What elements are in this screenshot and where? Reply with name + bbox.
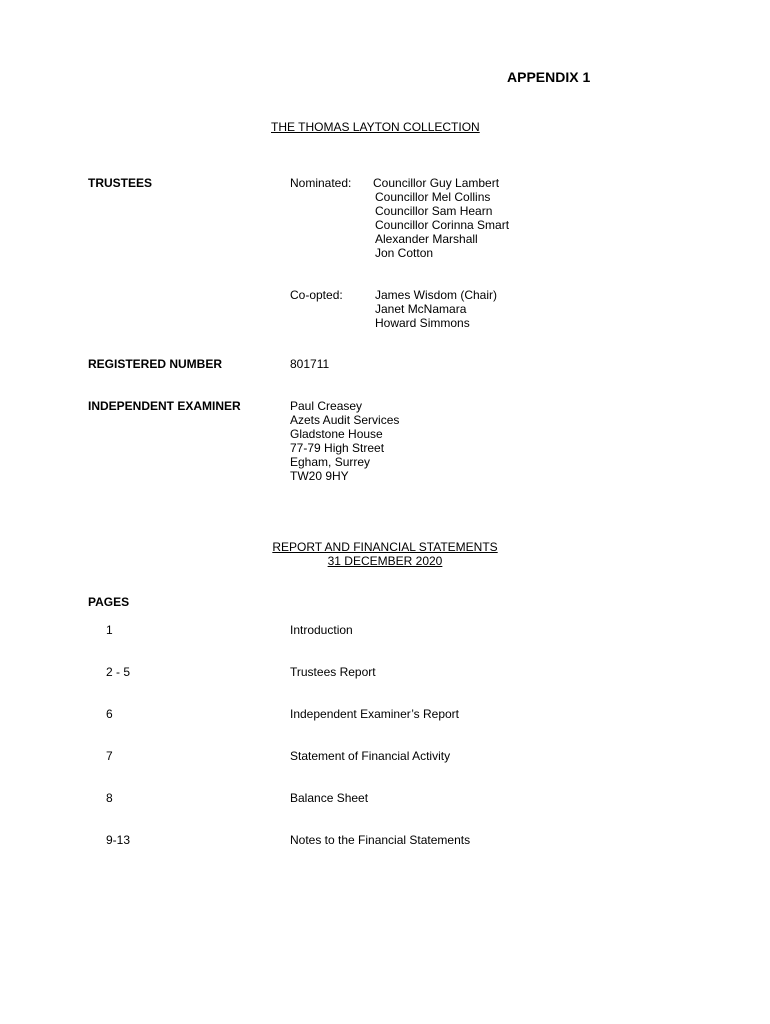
page-number: 6 [106, 707, 113, 721]
page-section: Introduction [290, 623, 353, 637]
registered-number-label: REGISTERED NUMBER [88, 357, 223, 371]
nominated-trustee: Councillor Mel Collins [375, 190, 491, 204]
page-section: Statement of Financial Activity [290, 749, 451, 763]
examiner-line: Azets Audit Services [290, 413, 400, 427]
collection-title: THE THOMAS LAYTON COLLECTION [271, 120, 480, 134]
registered-number-value: 801711 [290, 357, 330, 371]
nominated-trustee: Jon Cotton [375, 246, 434, 260]
examiner-line: TW20 9HY [290, 469, 349, 483]
nominated-trustee: Councillor Guy Lambert [373, 176, 500, 190]
independent-examiner-label: INDEPENDENT EXAMINER [88, 399, 241, 413]
coopted-trustee: James Wisdom (Chair) [375, 288, 498, 302]
report-date: 31 DECEMBER 2020 [327, 554, 443, 568]
coopted-label: Co-opted: [290, 288, 343, 302]
examiner-line: Egham, Surrey [290, 455, 371, 469]
examiner-line: Gladstone House [290, 427, 383, 441]
page-section: Notes to the Financial Statements [290, 833, 471, 847]
trustees-label: TRUSTEES [88, 176, 153, 190]
coopted-trustee: Janet McNamara [375, 302, 467, 316]
coopted-list [375, 288, 497, 330]
examiner-line: 77-79 High Street [290, 441, 385, 455]
examiner-line: Paul Creasey [290, 399, 363, 413]
pages-label: PAGES [88, 595, 130, 609]
nominated-trustee: Alexander Marshall [375, 232, 478, 246]
page-number: 8 [106, 791, 113, 805]
page-section: Independent Examiner’s Report [290, 707, 459, 721]
page-section: Balance Sheet [290, 791, 369, 805]
coopted-trustee: Howard Simmons [375, 316, 470, 330]
nominated-trustee: Councillor Corinna Smart [375, 218, 510, 232]
appendix-heading: APPENDIX 1 [507, 69, 591, 85]
page-section: Trustees Report [290, 665, 376, 679]
page-number: 2 - 5 [106, 665, 131, 679]
page-number: 1 [106, 623, 113, 637]
page-number: 7 [106, 749, 113, 763]
nominated-label: Nominated: [290, 176, 352, 190]
report-title: REPORT AND FINANCIAL STATEMENTS [272, 540, 498, 554]
nominated-trustee: Councillor Sam Hearn [375, 204, 493, 218]
examiner-address [290, 399, 399, 483]
page-number: 9-13 [106, 833, 131, 847]
nominated-list [373, 176, 509, 260]
